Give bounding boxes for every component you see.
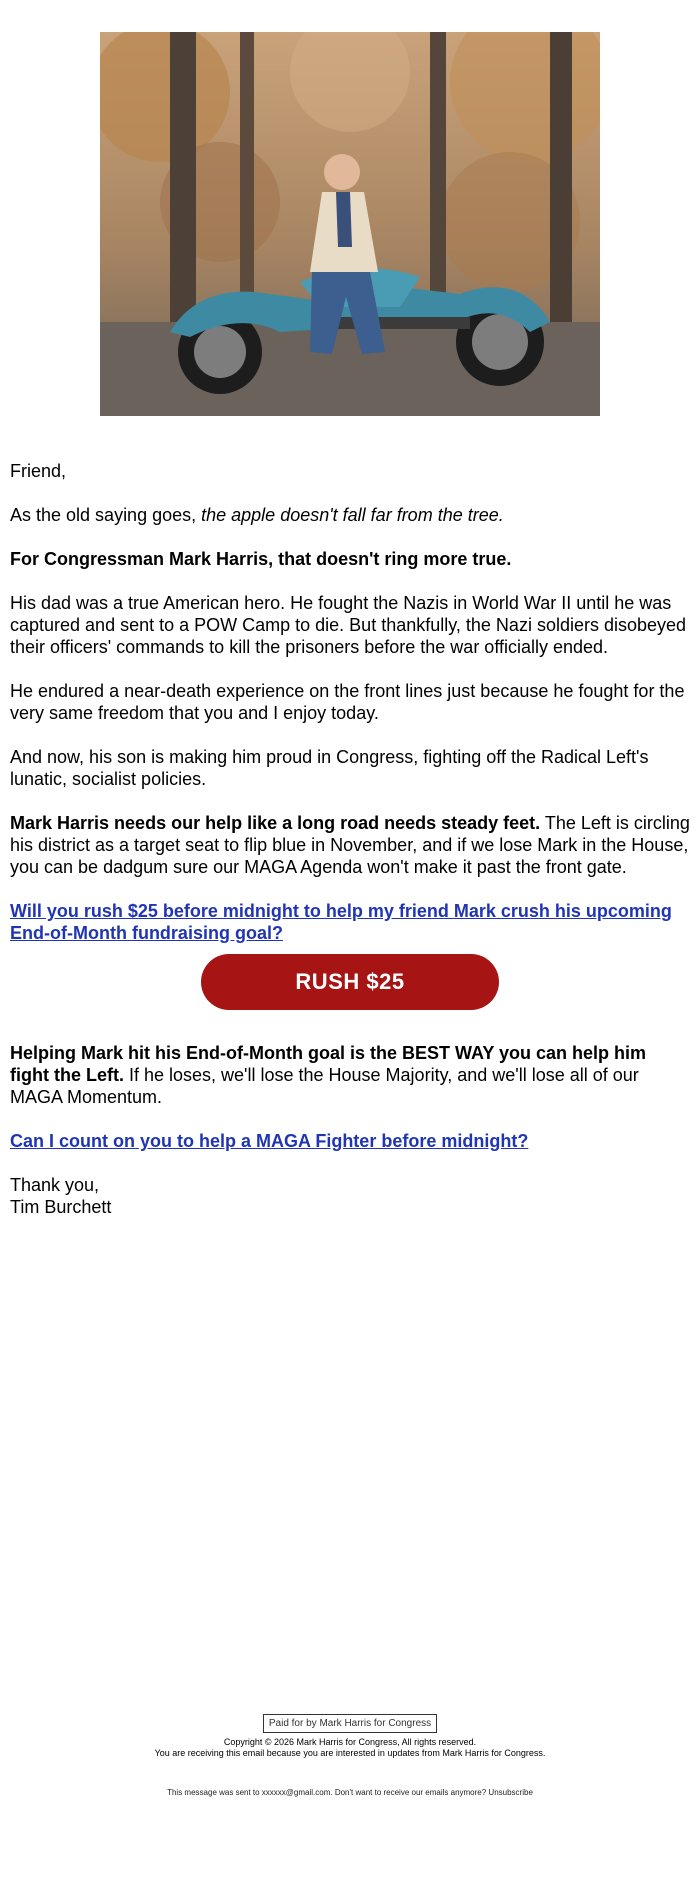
needs-help-bold: Mark Harris needs our help like a long road needs steady feet. — [10, 813, 541, 833]
copyright-line: Copyright © 2026 Mark Harris for Congress, All rights reserved. — [223, 1737, 477, 1747]
paragraph-dad-hero: His dad was a true American hero. He fought the Nazis in World War II until he was captured and sent to a POW Camp to die. But thankfully, the Nazi soldiers disobeyed their officers' commands to kill the prisoners before the war officially ended. — [10, 593, 687, 657]
greeting: Friend, — [10, 461, 67, 481]
signoff-block — [10, 1174, 690, 1218]
letter-body — [10, 460, 690, 1240]
unsubscribe-link[interactable]: Unsubscribe — [488, 1788, 533, 1797]
paragraph-near-death: He endured a near-death experience on the front lines just because he fought for the very same freedom that you and I enjoy today. — [10, 681, 685, 723]
bold-intro: For Congressman Mark Harris, that doesn't ring more true. — [10, 549, 512, 569]
paragraph-cta2 — [10, 1130, 690, 1152]
signoff: Thank you, — [10, 1175, 100, 1195]
paragraph-needs-help — [10, 812, 690, 878]
motorcycle-photo-illustration — [100, 32, 600, 416]
rush-25-link[interactable]: Will you rush $25 before midnight to help my friend Mark crush his upcoming End-of-Month fundraising goal? — [10, 901, 672, 943]
paragraph-saying — [10, 504, 690, 526]
saying-intro: As the old saying goes, — [10, 505, 202, 525]
maga-fighter-link[interactable]: Can I count on you to help a MAGA Fighter before midnight? — [10, 1131, 529, 1151]
hero-photo — [100, 32, 600, 416]
receiving-reason: You are receiving this email because you are interested in updates from Mark Harris for Congress. — [154, 1748, 546, 1758]
saying-quote: the apple doesn't fall far from the tree. — [201, 505, 504, 525]
goal-bold: Helping Mark hit his End-of-Month goal is the BEST WAY you can help him fight the Left. — [10, 1043, 647, 1085]
button-wrapper — [10, 954, 690, 1010]
signature: Tim Burchett — [10, 1197, 112, 1217]
goal-text: If he loses, we'll lose the House Majority, and we'll lose all of our MAGA Momentum. — [10, 1065, 639, 1107]
paragraph-cta1 — [10, 900, 690, 944]
rush-25-button[interactable]: RUSH $25 — [201, 954, 499, 1010]
paid-for-box: Paid for by Mark Harris for Congress — [263, 1714, 437, 1733]
sent-to-text: This message was sent to xxxxxx@gmail.com. Don't want to receive our emails anymore? — [167, 1788, 489, 1797]
paragraph-goal — [10, 1042, 690, 1108]
email-footer — [0, 1714, 700, 1798]
needs-help-text: The Left is circling his district as a target seat to flip blue in November, and if we lose Mark in the House, you can be dadgum sure our MAGA Agenda won't make it past the front gate. — [10, 813, 690, 877]
sent-to-line — [0, 1787, 700, 1798]
paragraph-bold-intro — [10, 548, 690, 570]
paragraph-son-congress: And now, his son is making him proud in Congress, fighting off the Radical Left's lunatic, socialist policies. — [10, 747, 649, 789]
